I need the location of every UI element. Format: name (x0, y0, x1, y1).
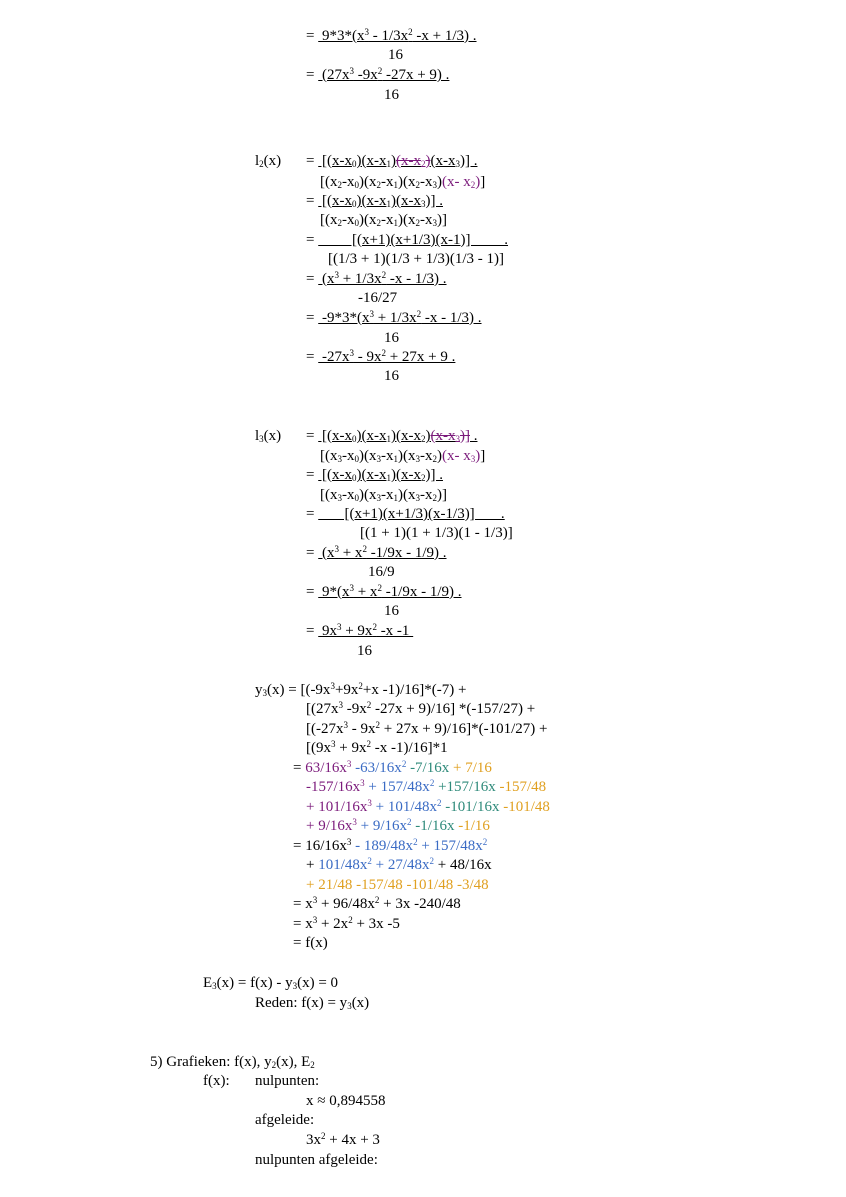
s1-line2: = ($27x^3$ $-9x^2$ -27x + 9) . (306, 66, 450, 83)
l3-row7: = ($x^3 + x^2$ -1/9x - 1/9) . (306, 544, 447, 561)
l3-row6: [(1 + 1)(1 + 1/3)(1 - 1/3)] (360, 525, 513, 541)
s5-fx: f(x): (203, 1073, 230, 1089)
s1-den2: 16 (384, 87, 399, 103)
l3-row8: 16/9 (368, 564, 395, 580)
l3-row1: = $[(x-x_0)(x-x_1)(x-x_2)(x-x_3)]$ . (306, 428, 478, 444)
e3-line2: Reden: $f(x) = y_3(x)$ (255, 995, 370, 1011)
l2-row10: 16 (384, 330, 399, 346)
l3-row4: $[(x_3-x_0)(x_3-x_1)(x_3-x_2)]$ (320, 487, 447, 503)
y3-exp-r4: + $9/16x^3 + 9/16x^2$ -1/16x -1/16 (306, 817, 490, 834)
l2-row3: = $[(x-x_0)(x-x_1)(x-x_3)]$ . (306, 193, 443, 209)
s5-heading: 5) Grafieken: f(x), $y_2(x)$, $E_2$ (150, 1054, 315, 1070)
l3-row10: 16 (384, 603, 399, 619)
y3-exp-r1: = $63/16x^3$ $-63/16x^2$ -7/16x + 7/16 (293, 759, 492, 776)
s1-den1: 16 (388, 47, 403, 63)
l2-row8: -16/27 (358, 290, 398, 306)
y3-exp-r10: = f(x) (293, 935, 328, 951)
y3-exp-r3: + $101/16x^3 + 101/48x^2$ -101/16x -101/48 (306, 798, 550, 815)
l2-row7: = ($x^3 + 1/3x^2$ -x - 1/3) . (306, 270, 447, 287)
l3-row3: = $[(x-x_0)(x-x_1)(x-x_2)]$ . (306, 467, 443, 483)
l2-row4: $[(x_2-x_0)(x_2-x_1)(x_2-x_3)]$ (320, 212, 447, 228)
l2-row2: [$(x_2-x_0)(x_2-x_1)(x_2-x_3)(x-$ $x_2$)] (320, 174, 486, 190)
y3-exp-r8: = $x^3 + 96/48x^2 + 3x$ -240/48 (293, 895, 461, 912)
s5-derivative: $3x^2 + 4x + 3$ (306, 1131, 380, 1148)
l3-row9: = $9*(x^3 + x^2$ -1/9x - 1/9) . (306, 583, 462, 600)
l3-row12: 16 (357, 643, 372, 659)
y3-exp-r6: + $101/48x^2 + 27/48x^2 + 48/16x$ (306, 856, 492, 873)
l3-row5: = [(x+1)(x+1/3)(x-1/3)] . (306, 506, 505, 522)
y3-row3: $[(-27x^3 - 9x^2 + 27x + 9)/16]*(-101/27)$ + (306, 720, 548, 737)
e3-line1: $E_3(x) = f(x) - y_3(x) = 0$ (203, 975, 339, 991)
y3-row2: [($27x^3$ $-9x^2$ -27x + 9)/16] *(-157/27) + (306, 700, 536, 717)
y3-exp-r7: + 21/48 -157/48 -101/48 -3/48 (306, 877, 489, 893)
l2-row11: = $-27x^3 - 9x^2 + 27x + 9$ . (306, 348, 456, 365)
l2-row6: [(1/3 + 1)(1/3 + 1/3)(1/3 - 1)] (328, 251, 505, 267)
l2-row12: 16 (384, 368, 399, 384)
s5-afgeleide: afgeleide: (255, 1112, 315, 1128)
y3-row4: [($9x^3 + 9x^2$ -x -1)/16]*1 (306, 739, 448, 756)
s5-root: x ≈ 0,894558 (306, 1093, 386, 1109)
l2-row5: = [(x+1)(x+1/3)(x-1)] . (306, 232, 509, 248)
l2-label: $l_2(x)$ (255, 153, 282, 169)
y3-exp-r5: = $16/16x^3 - 189/48x^2 + 157/48x^2$ (293, 837, 488, 854)
l3-label: $l_3(x)$ (255, 428, 282, 444)
y3-exp-r9: = $x^3 + 2x^2 + 3x$ -5 (293, 915, 400, 932)
l3-row11: = $9x^3 + 9x^2$ -x -1 (306, 622, 414, 639)
s5-nulpunten: nulpunten: (255, 1073, 320, 1089)
y3-exp-r2: $-157/16x^3 + 157/48x^2 +157/16x$ -157/48 (306, 778, 547, 795)
y3-label: $y_3(x) = [(-9x^3+9x^2+x$ -1)/16]*(-7) + (255, 681, 467, 698)
l2-row1: = $[(x-x_0)(x-x_1)(x-x_2)(x-x_3)]$ . (306, 153, 478, 169)
s5-nulpunten-afgeleide: nulpunten afgeleide: (255, 1152, 378, 1168)
l2-row9: = $-9*3*(x^3 + 1/3x^2$ -x - 1/3) . (306, 309, 482, 326)
l3-row2: [$(x_3-x_0)(x_3-x_1)(x_3-x_2)(x-$ $x_3$)] (320, 448, 486, 464)
s1-line1: = $9*3*(x^3 - 1/3x^2$ -x + 1/3) . (306, 27, 477, 44)
